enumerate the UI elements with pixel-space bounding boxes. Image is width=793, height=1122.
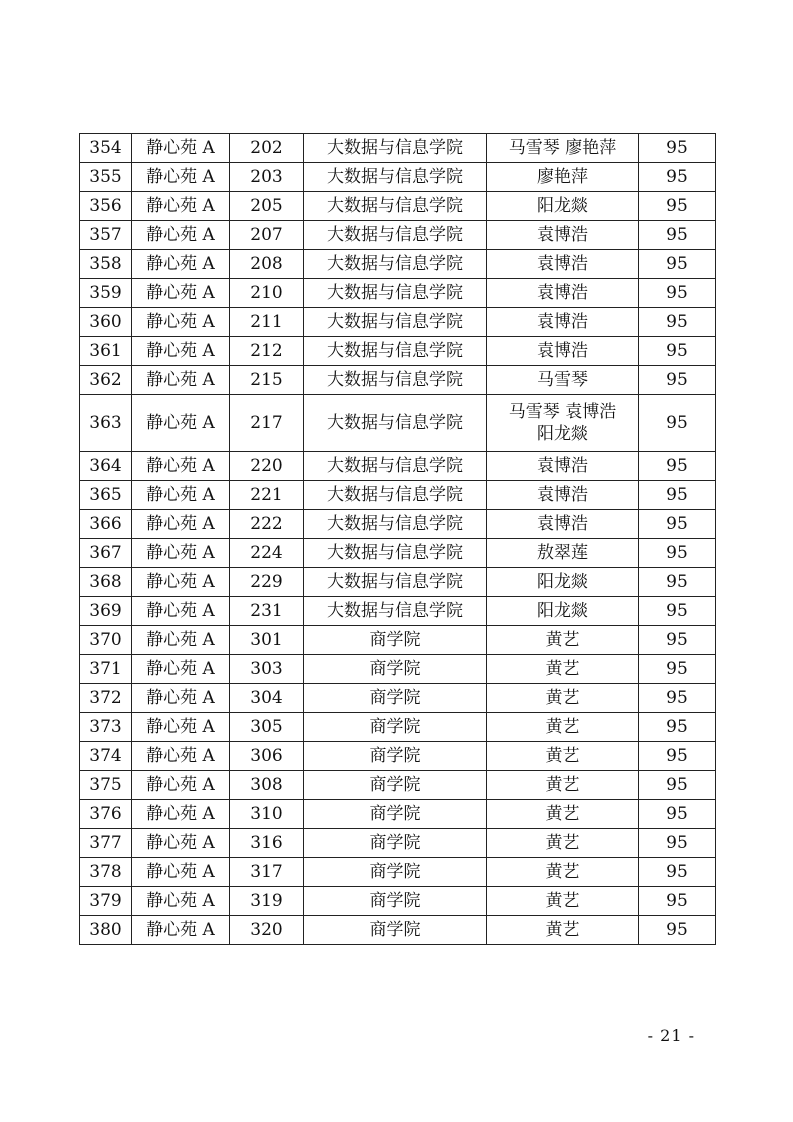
- table-row: [80, 916, 716, 945]
- score-cell: 95: [639, 742, 716, 771]
- score-cell: 95: [639, 568, 716, 597]
- row-number-cell: 357: [80, 221, 132, 250]
- table-row: [80, 887, 716, 916]
- room-cell: 203: [230, 163, 304, 192]
- teacher-cell: [487, 134, 639, 163]
- row-number-cell: 356: [80, 192, 132, 221]
- score-cell: 95: [639, 163, 716, 192]
- building-cell: 静心苑 A: [132, 452, 230, 481]
- table-row: [80, 858, 716, 887]
- score-cell: 95: [639, 597, 716, 626]
- table-row: [80, 481, 716, 510]
- teacher-cell: [487, 916, 639, 945]
- teacher-cell: [487, 279, 639, 308]
- teacher-name: 袁博浩: [537, 456, 588, 476]
- row-number-cell: 358: [80, 250, 132, 279]
- teacher-cell: [487, 829, 639, 858]
- college-cell: 商学院: [304, 771, 487, 800]
- college-cell: 大数据与信息学院: [304, 481, 487, 510]
- building-cell: 静心苑 A: [132, 771, 230, 800]
- building-cell: 静心苑 A: [132, 858, 230, 887]
- teacher-name: 袁博浩: [537, 254, 588, 274]
- college-cell: 大数据与信息学院: [304, 366, 487, 395]
- building-cell: 静心苑 A: [132, 539, 230, 568]
- row-number-cell: 361: [80, 337, 132, 366]
- college-cell: 商学院: [304, 916, 487, 945]
- college-cell: 商学院: [304, 684, 487, 713]
- teacher-cell: [487, 250, 639, 279]
- teacher-cell: [487, 626, 639, 655]
- score-cell: 95: [639, 626, 716, 655]
- teacher-name: 袁博浩: [537, 312, 588, 332]
- teacher-name: 黄艺: [545, 746, 580, 766]
- building-cell: 静心苑 A: [132, 250, 230, 279]
- room-cell: 319: [230, 887, 304, 916]
- teacher-name: 马雪琴 袁博浩: [508, 402, 617, 422]
- teacher-name: 袁博浩: [537, 283, 588, 303]
- room-cell: 308: [230, 771, 304, 800]
- teacher-name: 黄艺: [545, 630, 580, 650]
- college-cell: 大数据与信息学院: [304, 568, 487, 597]
- row-number-cell: 360: [80, 308, 132, 337]
- score-cell: 95: [639, 192, 716, 221]
- dormitory-score-table: [79, 133, 716, 945]
- row-number-cell: 362: [80, 366, 132, 395]
- teacher-name: 敖翠莲: [537, 543, 588, 563]
- teacher-name: 黄艺: [545, 659, 580, 679]
- room-cell: 212: [230, 337, 304, 366]
- teacher-name: 袁博浩: [537, 485, 588, 505]
- building-cell: 静心苑 A: [132, 655, 230, 684]
- teacher-cell: [487, 510, 639, 539]
- row-number-cell: 354: [80, 134, 132, 163]
- room-cell: 202: [230, 134, 304, 163]
- building-cell: 静心苑 A: [132, 221, 230, 250]
- room-cell: 221: [230, 481, 304, 510]
- row-number-cell: 369: [80, 597, 132, 626]
- table-row: [80, 568, 716, 597]
- room-cell: 231: [230, 597, 304, 626]
- building-cell: 静心苑 A: [132, 568, 230, 597]
- college-cell: 大数据与信息学院: [304, 308, 487, 337]
- table-row: [80, 192, 716, 221]
- teacher-cell: [487, 742, 639, 771]
- teacher-cell: [487, 597, 639, 626]
- row-number-cell: 368: [80, 568, 132, 597]
- building-cell: 静心苑 A: [132, 337, 230, 366]
- row-number-cell: 378: [80, 858, 132, 887]
- score-cell: 95: [639, 337, 716, 366]
- teacher-cell: [487, 337, 639, 366]
- teacher-name: 黄艺: [545, 775, 580, 795]
- teacher-cell: [487, 221, 639, 250]
- building-cell: 静心苑 A: [132, 742, 230, 771]
- row-number-cell: 363: [80, 395, 132, 452]
- table-row: [80, 221, 716, 250]
- table-row: [80, 626, 716, 655]
- table-row: [80, 742, 716, 771]
- score-cell: 95: [639, 713, 716, 742]
- building-cell: 静心苑 A: [132, 192, 230, 221]
- score-cell: 95: [639, 858, 716, 887]
- table-row: [80, 655, 716, 684]
- score-cell: 95: [639, 916, 716, 945]
- room-cell: 207: [230, 221, 304, 250]
- table-row: [80, 250, 716, 279]
- score-cell: 95: [639, 771, 716, 800]
- college-cell: 商学院: [304, 742, 487, 771]
- teacher-name: 阳龙燚: [537, 424, 588, 444]
- table-row: [80, 539, 716, 568]
- college-cell: 大数据与信息学院: [304, 221, 487, 250]
- table-row: [80, 395, 716, 452]
- score-cell: 95: [639, 684, 716, 713]
- score-cell: 95: [639, 308, 716, 337]
- teacher-cell: [487, 568, 639, 597]
- row-number-cell: 365: [80, 481, 132, 510]
- college-cell: 大数据与信息学院: [304, 597, 487, 626]
- building-cell: 静心苑 A: [132, 134, 230, 163]
- table-row: [80, 771, 716, 800]
- table-row: [80, 337, 716, 366]
- row-number-cell: 375: [80, 771, 132, 800]
- college-cell: 大数据与信息学院: [304, 539, 487, 568]
- teacher-cell: [487, 887, 639, 916]
- table-row: [80, 163, 716, 192]
- building-cell: 静心苑 A: [132, 597, 230, 626]
- building-cell: 静心苑 A: [132, 366, 230, 395]
- score-cell: 95: [639, 481, 716, 510]
- teacher-name: 马雪琴: [537, 370, 588, 390]
- college-cell: 大数据与信息学院: [304, 163, 487, 192]
- table-row: [80, 134, 716, 163]
- building-cell: 静心苑 A: [132, 887, 230, 916]
- room-cell: 310: [230, 800, 304, 829]
- building-cell: 静心苑 A: [132, 829, 230, 858]
- table-row: [80, 279, 716, 308]
- room-cell: 220: [230, 452, 304, 481]
- college-cell: 商学院: [304, 829, 487, 858]
- room-cell: 320: [230, 916, 304, 945]
- college-cell: 商学院: [304, 655, 487, 684]
- table-row: [80, 366, 716, 395]
- room-cell: 217: [230, 395, 304, 452]
- teacher-name: 黄艺: [545, 833, 580, 853]
- room-cell: 229: [230, 568, 304, 597]
- teacher-name: 袁博浩: [537, 341, 588, 361]
- teacher-cell: [487, 684, 639, 713]
- room-cell: 304: [230, 684, 304, 713]
- teacher-cell: [487, 858, 639, 887]
- building-cell: 静心苑 A: [132, 626, 230, 655]
- building-cell: 静心苑 A: [132, 713, 230, 742]
- score-cell: 95: [639, 800, 716, 829]
- building-cell: 静心苑 A: [132, 279, 230, 308]
- room-cell: 301: [230, 626, 304, 655]
- teacher-name: 阳龙燚: [537, 196, 588, 216]
- table-row: [80, 829, 716, 858]
- row-number-cell: 359: [80, 279, 132, 308]
- row-number-cell: 372: [80, 684, 132, 713]
- college-cell: 商学院: [304, 858, 487, 887]
- row-number-cell: 377: [80, 829, 132, 858]
- college-cell: 商学院: [304, 713, 487, 742]
- teacher-name: 阳龙燚: [537, 601, 588, 621]
- teacher-cell: [487, 452, 639, 481]
- row-number-cell: 371: [80, 655, 132, 684]
- teacher-cell: [487, 395, 639, 452]
- teacher-cell: [487, 308, 639, 337]
- teacher-cell: [487, 481, 639, 510]
- row-number-cell: 364: [80, 452, 132, 481]
- building-cell: 静心苑 A: [132, 395, 230, 452]
- teacher-cell: [487, 163, 639, 192]
- teacher-cell: [487, 713, 639, 742]
- room-cell: 306: [230, 742, 304, 771]
- room-cell: 205: [230, 192, 304, 221]
- row-number-cell: 355: [80, 163, 132, 192]
- table-row: [80, 713, 716, 742]
- table-body: [80, 134, 716, 945]
- teacher-name: 黄艺: [545, 804, 580, 824]
- college-cell: 大数据与信息学院: [304, 279, 487, 308]
- table-row: [80, 452, 716, 481]
- room-cell: 210: [230, 279, 304, 308]
- teacher-cell: [487, 539, 639, 568]
- score-cell: 95: [639, 539, 716, 568]
- college-cell: 大数据与信息学院: [304, 395, 487, 452]
- building-cell: 静心苑 A: [132, 800, 230, 829]
- score-cell: 95: [639, 366, 716, 395]
- college-cell: 大数据与信息学院: [304, 250, 487, 279]
- college-cell: 商学院: [304, 800, 487, 829]
- teacher-name: 黄艺: [545, 688, 580, 708]
- room-cell: 208: [230, 250, 304, 279]
- table-row: [80, 800, 716, 829]
- table-row: [80, 308, 716, 337]
- college-cell: 大数据与信息学院: [304, 337, 487, 366]
- row-number-cell: 376: [80, 800, 132, 829]
- row-number-cell: 373: [80, 713, 132, 742]
- score-cell: 95: [639, 134, 716, 163]
- row-number-cell: 366: [80, 510, 132, 539]
- teacher-cell: [487, 655, 639, 684]
- teacher-name: 袁博浩: [537, 225, 588, 245]
- room-cell: 317: [230, 858, 304, 887]
- building-cell: 静心苑 A: [132, 308, 230, 337]
- room-cell: 303: [230, 655, 304, 684]
- building-cell: 静心苑 A: [132, 481, 230, 510]
- teacher-name: 黄艺: [545, 717, 580, 737]
- college-cell: 商学院: [304, 626, 487, 655]
- building-cell: 静心苑 A: [132, 684, 230, 713]
- teacher-name: 黄艺: [545, 891, 580, 911]
- room-cell: 305: [230, 713, 304, 742]
- building-cell: 静心苑 A: [132, 510, 230, 539]
- score-cell: 95: [639, 829, 716, 858]
- score-cell: 95: [639, 452, 716, 481]
- teacher-name: 黄艺: [545, 862, 580, 882]
- teacher-name: 廖艳萍: [537, 167, 588, 187]
- score-cell: 95: [639, 510, 716, 539]
- score-cell: 95: [639, 221, 716, 250]
- college-cell: 大数据与信息学院: [304, 452, 487, 481]
- row-number-cell: 374: [80, 742, 132, 771]
- teacher-cell: [487, 366, 639, 395]
- table-row: [80, 510, 716, 539]
- teacher-name: 阳龙燚: [537, 572, 588, 592]
- college-cell: 大数据与信息学院: [304, 134, 487, 163]
- score-cell: 95: [639, 279, 716, 308]
- score-cell: 95: [639, 887, 716, 916]
- score-cell: 95: [639, 655, 716, 684]
- teacher-name: 黄艺: [545, 920, 580, 940]
- college-cell: 大数据与信息学院: [304, 510, 487, 539]
- room-cell: 222: [230, 510, 304, 539]
- room-cell: 316: [230, 829, 304, 858]
- room-cell: 224: [230, 539, 304, 568]
- row-number-cell: 380: [80, 916, 132, 945]
- row-number-cell: 367: [80, 539, 132, 568]
- teacher-cell: [487, 771, 639, 800]
- teacher-name: 马雪琴 廖艳萍: [508, 138, 617, 158]
- row-number-cell: 370: [80, 626, 132, 655]
- page-number: - 21 -: [647, 1026, 695, 1045]
- score-cell: 95: [639, 395, 716, 452]
- table-row: [80, 597, 716, 626]
- building-cell: 静心苑 A: [132, 916, 230, 945]
- room-cell: 211: [230, 308, 304, 337]
- room-cell: 215: [230, 366, 304, 395]
- teacher-name: 袁博浩: [537, 514, 588, 534]
- teacher-cell: [487, 192, 639, 221]
- college-cell: 大数据与信息学院: [304, 192, 487, 221]
- building-cell: 静心苑 A: [132, 163, 230, 192]
- college-cell: 商学院: [304, 887, 487, 916]
- table-row: [80, 684, 716, 713]
- teacher-cell: [487, 800, 639, 829]
- score-cell: 95: [639, 250, 716, 279]
- row-number-cell: 379: [80, 887, 132, 916]
